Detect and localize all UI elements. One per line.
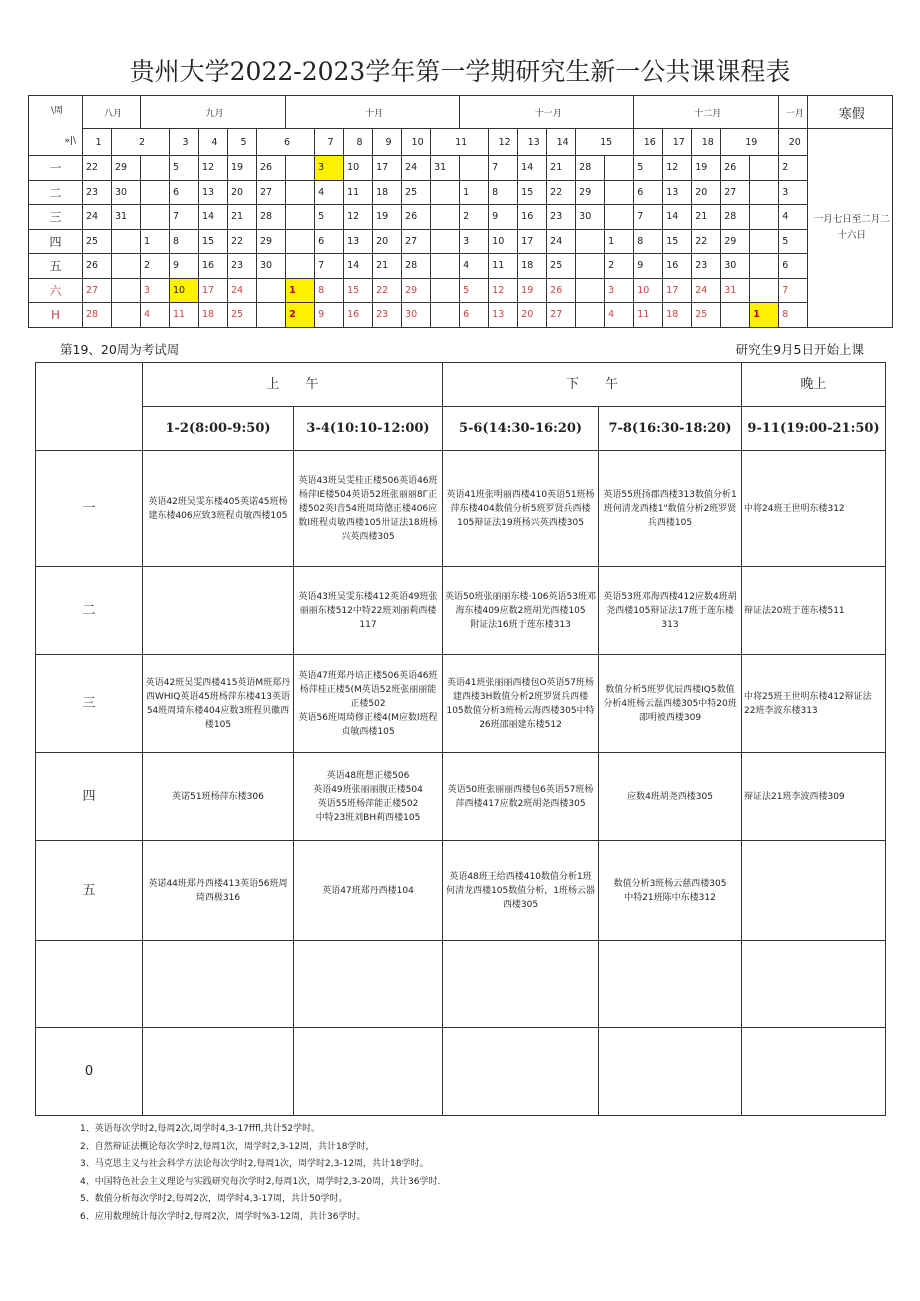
date-cell	[576, 278, 605, 303]
date-cell: 5	[315, 205, 344, 230]
schedule-cell: 英语41班张明丽西楼410英语51班杨萍东楼404数值分析5班罗贤兵西楼105辩证法19班杨兴英西楼305	[443, 451, 599, 567]
week-number: 13	[518, 129, 547, 156]
date-cell: 31	[112, 205, 141, 230]
date-cell: 20	[518, 303, 547, 328]
date-cell: 16	[518, 205, 547, 230]
footnote: 5、数值分析每次学时2,每周2次，周学时4,3-17周，共计50学时。	[80, 1194, 348, 1204]
date-cell: 28	[576, 156, 605, 181]
date-cell: 27	[547, 303, 576, 328]
date-cell	[431, 254, 460, 279]
date-cell: 29	[112, 156, 141, 181]
date-cell: 23	[373, 303, 402, 328]
date-cell: 1	[605, 229, 634, 254]
month-header: 九月	[141, 96, 286, 129]
date-cell: 12	[489, 278, 518, 303]
date-cell: 29	[576, 180, 605, 205]
schedule-day-label: 一	[36, 451, 143, 567]
date-cell: 2	[286, 303, 315, 328]
date-cell: 4	[315, 180, 344, 205]
date-cell	[431, 229, 460, 254]
date-cell	[286, 254, 315, 279]
date-cell: 25	[228, 303, 257, 328]
month-header: 十一月	[460, 96, 634, 129]
date-cell: 10	[170, 278, 199, 303]
schedule-cell: 辩证法20班于莲东楼511	[742, 567, 886, 655]
date-cell	[605, 205, 634, 230]
date-cell: 26	[402, 205, 431, 230]
date-cell: 5	[460, 278, 489, 303]
schedule-day-label: 二	[36, 567, 143, 655]
date-cell: 11	[344, 180, 373, 205]
date-cell: 4	[605, 303, 634, 328]
schedule-day-label: 五	[36, 841, 143, 941]
date-cell: 1	[141, 229, 170, 254]
date-cell: 31	[721, 278, 750, 303]
date-cell: 11	[170, 303, 199, 328]
period-header: 7-8(16:30-18:20)	[599, 407, 742, 451]
date-cell: 27	[402, 229, 431, 254]
date-cell: 26	[257, 156, 286, 181]
period-header: 3-4(10:10-12:00)	[294, 407, 443, 451]
date-cell: 13	[489, 303, 518, 328]
date-cell: 7	[489, 156, 518, 181]
date-cell: 8	[779, 303, 808, 328]
date-cell: 5	[779, 229, 808, 254]
date-cell: 7	[779, 278, 808, 303]
month-header: 十二月	[634, 96, 779, 129]
week-number: 16	[634, 129, 663, 156]
date-cell: 3	[779, 180, 808, 205]
date-cell: 6	[460, 303, 489, 328]
schedule-cell: 英语47班郑丹西楼104	[294, 841, 443, 941]
date-cell: 26	[721, 156, 750, 181]
date-cell: 7	[634, 205, 663, 230]
date-cell: 17	[663, 278, 692, 303]
winter-break-header: 寒假	[808, 96, 893, 129]
date-cell: 26	[547, 278, 576, 303]
morning-header: 上 午	[143, 363, 443, 407]
date-cell: 26	[83, 254, 112, 279]
date-cell: 4	[779, 205, 808, 230]
date-cell	[721, 303, 750, 328]
date-cell: 20	[692, 180, 721, 205]
date-cell: 10	[489, 229, 518, 254]
date-cell: 28	[83, 303, 112, 328]
week-number: 17	[663, 129, 692, 156]
date-cell: 9	[315, 303, 344, 328]
date-cell: 18	[663, 303, 692, 328]
date-cell	[750, 205, 779, 230]
date-cell	[750, 229, 779, 254]
schedule-cell: 英诺44班郑丹西楼413英语56班周琦西极316	[143, 841, 294, 941]
week-number: 2	[112, 129, 170, 156]
date-cell: 17	[199, 278, 228, 303]
week-number: 19	[721, 129, 779, 156]
date-cell: 1	[460, 180, 489, 205]
date-cell: 24	[83, 205, 112, 230]
month-header: 十月	[286, 96, 460, 129]
date-cell: 8	[170, 229, 199, 254]
date-cell: 23	[692, 254, 721, 279]
date-cell: 22	[373, 278, 402, 303]
schedule-cell: 数值分析3班杨云慈西楼305 中特21班陈中东楼312	[599, 841, 742, 941]
schedule-cell: 辩证法21班李波西楼309	[742, 753, 886, 841]
schedule-cell: 英语50班张丽丽西楼包6英语57班杨萍西楼417应数2班胡尧西楼305	[443, 753, 599, 841]
date-cell: 22	[692, 229, 721, 254]
schedule-day-label	[36, 941, 143, 1028]
date-cell: 24	[228, 278, 257, 303]
date-cell: 29	[257, 229, 286, 254]
schedule-corner	[36, 363, 143, 451]
calendar-corner	[29, 96, 83, 156]
date-cell: 7	[170, 205, 199, 230]
date-cell: 15	[199, 229, 228, 254]
date-cell: 5	[634, 156, 663, 181]
date-cell: 11	[489, 254, 518, 279]
date-cell: 20	[373, 229, 402, 254]
date-cell: 7	[315, 254, 344, 279]
date-cell	[750, 254, 779, 279]
weekday-label: 四	[29, 229, 83, 254]
schedule-cell	[742, 841, 886, 941]
date-cell: 29	[721, 229, 750, 254]
date-cell: 3	[605, 278, 634, 303]
schedule-cell: 英语48班想正楼506 英语49班张丽丽腹正楼504 英语55班杨萍能正楼502 中特23班刘BH莉西楼105	[294, 753, 443, 841]
weekday-label: 一	[29, 156, 83, 181]
footnote: 4、中国特色社会主义理论与实践研究每次学时2,每周1次，周学时2,3-20周，共计36学时.	[80, 1176, 441, 1187]
date-cell	[605, 180, 634, 205]
date-cell: 18	[518, 254, 547, 279]
footnote: 3、马克思主义与社会科学方法论每次学时2,每周1次，周学时2,3-12周，共计18学时。	[80, 1159, 429, 1169]
date-cell: 21	[373, 254, 402, 279]
date-cell: 1	[286, 278, 315, 303]
date-cell	[141, 156, 170, 181]
date-cell: 2	[779, 156, 808, 181]
date-cell: 19	[692, 156, 721, 181]
week-number: 15	[576, 129, 634, 156]
date-cell: 19	[518, 278, 547, 303]
date-cell	[750, 278, 779, 303]
schedule-cell: 英语53班邓海西楼412应数4班胡尧西楼105辩证法17班于莲东楼313	[599, 567, 742, 655]
date-cell: 30	[576, 205, 605, 230]
date-cell: 31	[431, 156, 460, 181]
date-cell: 4	[141, 303, 170, 328]
schedule-day-label: 三	[36, 655, 143, 753]
start-date-note: 研究生9月5日开始上课	[735, 342, 864, 357]
date-cell: 21	[692, 205, 721, 230]
date-cell	[286, 156, 315, 181]
exam-week-note: 第19、20周为考试周	[60, 342, 180, 357]
date-cell	[286, 229, 315, 254]
schedule-cell	[294, 941, 443, 1028]
date-cell: 6	[634, 180, 663, 205]
schedule-cell: 英语47班郑丹培正楼506英语46班杨萍桂正楼5(M英语52班张丽丽能正楼502 英语56班周琦修正楼4(M应数l班程贞敏西楼105	[294, 655, 443, 753]
date-cell: 27	[257, 180, 286, 205]
schedule-day-label: 0	[36, 1028, 143, 1116]
date-cell: 6	[779, 254, 808, 279]
date-cell: 18	[199, 303, 228, 328]
month-header: 一月	[779, 96, 808, 129]
corner-week-label: \周	[50, 105, 64, 116]
date-cell	[460, 156, 489, 181]
date-cell: 30	[402, 303, 431, 328]
schedule-cell: 英语42班吴雯东楼405英诺45班杨建东楼406应致3班程贞敏西楼105	[143, 451, 294, 567]
date-cell	[750, 180, 779, 205]
week-number: 1	[83, 129, 112, 156]
schedule-cell: 英语43班吴雯桂正楼506英语46班杨萍IE楼504英语52班张丽丽8Г正楼502英l音54班周琦德正楼406应数I班程贞敏西楼105卅证法18班杨兴英西楼305	[294, 451, 443, 567]
week-number: 5	[228, 129, 257, 156]
date-cell: 30	[721, 254, 750, 279]
date-cell: 3	[460, 229, 489, 254]
date-cell: 6	[170, 180, 199, 205]
schedule-cell: 数值分析5班罗优辰西楼IQ5数值分析4班杨云磊西楼305中特20班邵明被西楼309	[599, 655, 742, 753]
week-number: 10	[402, 129, 431, 156]
date-cell: 23	[547, 205, 576, 230]
date-cell: 30	[112, 180, 141, 205]
afternoon-header: 下 午	[443, 363, 742, 407]
date-cell: 28	[721, 205, 750, 230]
weekday-label: 五	[29, 254, 83, 279]
date-cell	[257, 303, 286, 328]
schedule-cell: 英语43班吴雯东楼412英语49班张丽丽东楼512中特22班刘丽莉西楼117	[294, 567, 443, 655]
period-header: 5-6(14:30-16:20)	[443, 407, 599, 451]
schedule-table	[35, 362, 886, 1116]
date-cell	[431, 303, 460, 328]
date-cell: 19	[373, 205, 402, 230]
footnotes	[80, 1121, 440, 1226]
date-cell: 25	[402, 180, 431, 205]
schedule-cell	[443, 941, 599, 1028]
footnote: 6、应用数理统计每次学时2,每周2次，周学时%3-12周，共计36学时。	[80, 1211, 366, 1222]
date-cell	[286, 180, 315, 205]
date-cell	[750, 156, 779, 181]
date-cell: 21	[547, 156, 576, 181]
date-cell	[112, 303, 141, 328]
date-cell: 21	[228, 205, 257, 230]
schedule-cell: 英语41班张丽丽西楼包O英语57班杨建西楼3H数值分析2班罗贤兵西楼105数值分析3班杨云海西楼305中特26班邵丽建东楼512	[443, 655, 599, 753]
week-number: 7	[315, 129, 344, 156]
date-cell: 15	[344, 278, 373, 303]
date-cell: 13	[199, 180, 228, 205]
date-cell: 29	[402, 278, 431, 303]
date-cell: 8	[489, 180, 518, 205]
date-cell: 3	[141, 278, 170, 303]
schedule-cell: 英语55班扬郡西楼313数值分析1班何清龙西楼1"数值分析2班罗贤兵西楼105	[599, 451, 742, 567]
date-cell: 9	[489, 205, 518, 230]
date-cell: 3	[315, 156, 344, 181]
date-cell	[431, 205, 460, 230]
winter-break-text: 一月七日至二月二十六日	[808, 129, 893, 328]
weekday-label: H	[29, 303, 83, 328]
schedule-cell: 中将25班王世明东楼412辩证法22班李波东楼313	[742, 655, 886, 753]
date-cell: 24	[402, 156, 431, 181]
week-number: 3	[170, 129, 199, 156]
date-cell: 24	[692, 278, 721, 303]
week-number: 20	[779, 129, 808, 156]
date-cell: 14	[199, 205, 228, 230]
week-number: 18	[692, 129, 721, 156]
date-cell: 2	[141, 254, 170, 279]
date-cell	[112, 278, 141, 303]
date-cell	[431, 180, 460, 205]
date-cell: 25	[547, 254, 576, 279]
footnote: 1、英语每次学时2,每周2次,周学时4,3-17fffl,共计52学时。	[80, 1124, 321, 1134]
schedule-cell: 中将24班王世明东楼312	[742, 451, 886, 567]
date-cell: 20	[228, 180, 257, 205]
schedule-cell: 英语42班吴雯西楼415英语M班郑丹西WHIQ英语45班杨萍东楼413英语54班周琦东楼404应数3班程贝徽西楼105	[143, 655, 294, 753]
date-cell: 28	[402, 254, 431, 279]
schedule-cell: 英语48班王给西楼410数值分析1班何清龙西楼105数值分析，1班杨云器西楼305	[443, 841, 599, 941]
date-cell: 17	[518, 229, 547, 254]
schedule-cell	[742, 1028, 886, 1116]
date-cell: 6	[315, 229, 344, 254]
weekday-label: 三	[29, 205, 83, 230]
date-cell: 5	[170, 156, 199, 181]
schedule-cell	[599, 1028, 742, 1116]
date-cell: 13	[344, 229, 373, 254]
date-cell: 12	[663, 156, 692, 181]
date-cell: 15	[518, 180, 547, 205]
date-cell: 19	[228, 156, 257, 181]
week-number: 6	[257, 129, 315, 156]
date-cell	[431, 278, 460, 303]
schedule-cell: 应数4班胡尧西楼305	[599, 753, 742, 841]
week-number: 11	[431, 129, 489, 156]
schedule-cell	[294, 1028, 443, 1116]
schedule-cell	[143, 941, 294, 1028]
schedule-cell	[599, 941, 742, 1028]
page-title: 贵州大学2022-2023学年第一学期研究生新一公共课课程表	[129, 57, 791, 86]
date-cell	[576, 229, 605, 254]
month-header: 八月	[83, 96, 141, 129]
date-cell: 12	[344, 205, 373, 230]
calendar-table	[28, 95, 893, 328]
period-header: 1-2(8:00-9:50)	[143, 407, 294, 451]
date-cell: 12	[199, 156, 228, 181]
weekday-label: 六	[29, 278, 83, 303]
schedule-cell	[143, 1028, 294, 1116]
date-cell: 22	[83, 156, 112, 181]
date-cell: 8	[315, 278, 344, 303]
date-cell: 30	[257, 254, 286, 279]
date-cell: 25	[83, 229, 112, 254]
date-cell: 27	[83, 278, 112, 303]
date-cell: 10	[344, 156, 373, 181]
date-cell	[141, 205, 170, 230]
schedule-day-label: 四	[36, 753, 143, 841]
date-cell	[112, 254, 141, 279]
schedule-cell: 英语50班张丽丽东楼·106英语53班邓海东楼409应数2班胡光西楼105 附证法16班于莲东楼313	[443, 567, 599, 655]
date-cell	[257, 278, 286, 303]
footnote: 2、自然辩证法概论每次学时2,每周1次，周学时2,3-12周，共计18学时，	[80, 1141, 375, 1152]
date-cell: 22	[547, 180, 576, 205]
date-cell: 1	[750, 303, 779, 328]
week-number: 4	[199, 129, 228, 156]
date-cell	[605, 156, 634, 181]
date-cell: 25	[692, 303, 721, 328]
date-cell: 14	[344, 254, 373, 279]
date-cell: 9	[634, 254, 663, 279]
date-cell: 16	[663, 254, 692, 279]
date-cell	[286, 205, 315, 230]
date-cell: 4	[460, 254, 489, 279]
date-cell: 9	[170, 254, 199, 279]
period-header: 9-11(19:00-21:50)	[742, 407, 886, 451]
week-number: 12	[489, 129, 518, 156]
schedule-cell	[742, 941, 886, 1028]
date-cell: 2	[605, 254, 634, 279]
schedule-cell	[443, 1028, 599, 1116]
date-cell: 23	[228, 254, 257, 279]
week-number: 14	[547, 129, 576, 156]
date-cell	[576, 254, 605, 279]
corner-day-label: »|\	[64, 135, 76, 146]
date-cell: 14	[518, 156, 547, 181]
date-cell	[112, 229, 141, 254]
date-cell: 17	[373, 156, 402, 181]
weekday-label: 二	[29, 180, 83, 205]
week-number: 8	[344, 129, 373, 156]
schedule-cell	[143, 567, 294, 655]
week-number: 9	[373, 129, 402, 156]
evening-header: 晚上	[742, 363, 886, 407]
date-cell: 14	[663, 205, 692, 230]
date-cell: 11	[634, 303, 663, 328]
date-cell: 8	[634, 229, 663, 254]
date-cell: 28	[257, 205, 286, 230]
date-cell: 10	[634, 278, 663, 303]
date-cell: 15	[663, 229, 692, 254]
date-cell: 22	[228, 229, 257, 254]
date-cell: 23	[83, 180, 112, 205]
date-cell	[141, 180, 170, 205]
date-cell: 16	[199, 254, 228, 279]
date-cell: 16	[344, 303, 373, 328]
date-cell	[576, 303, 605, 328]
date-cell: 18	[373, 180, 402, 205]
date-cell: 27	[721, 180, 750, 205]
schedule-cell: 英诺51班杨萍东楼306	[143, 753, 294, 841]
date-cell: 2	[460, 205, 489, 230]
date-cell: 13	[663, 180, 692, 205]
date-cell: 24	[547, 229, 576, 254]
